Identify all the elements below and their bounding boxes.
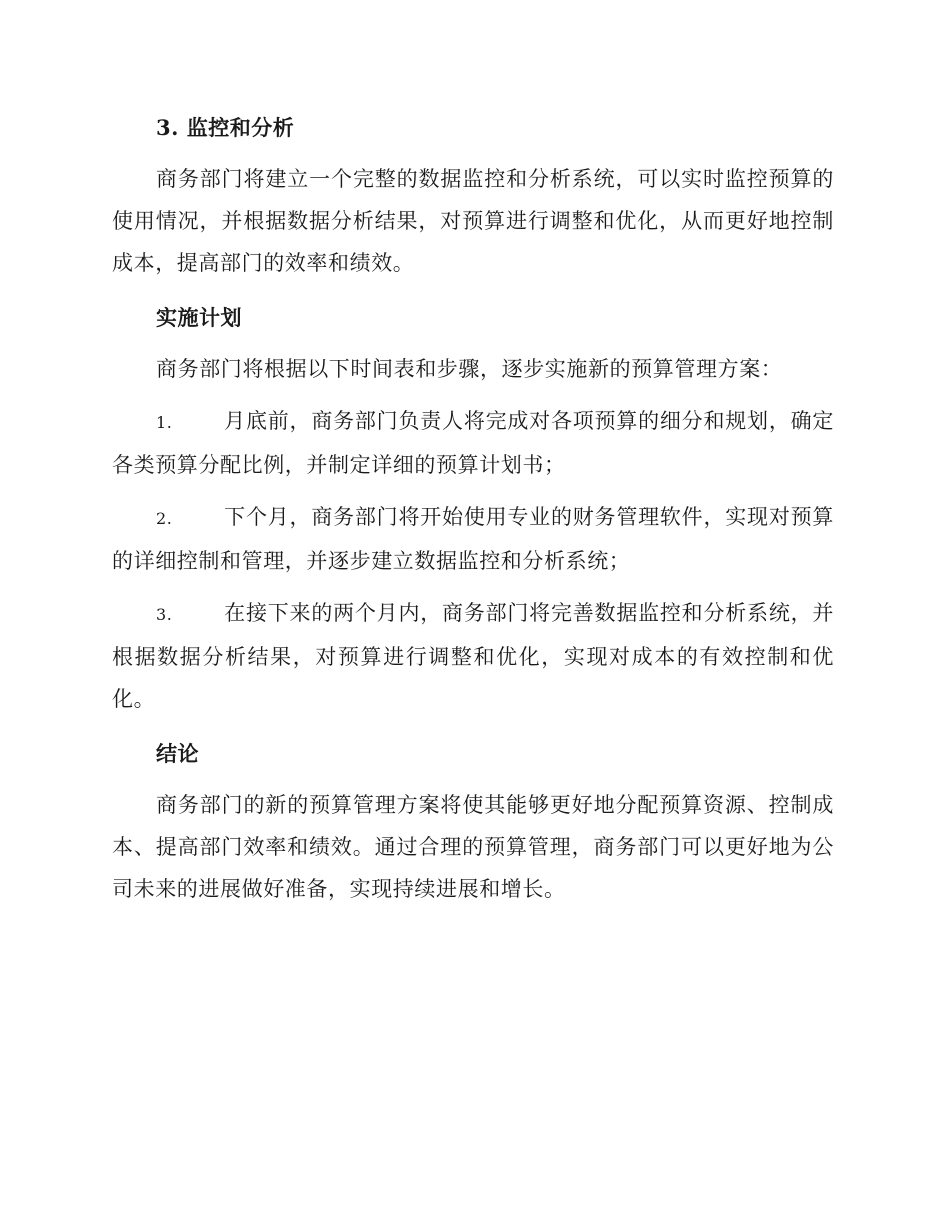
list-item-text: 下个月，商务部门将开始使用专业的财务管理软件，实现对预算的详细控制和管理，并逐步建立数据监控和分析系统； [112,505,834,573]
list-item-text: 在接下来的两个月内，商务部门将完善数据监控和分析系统，并根据数据分析结果，对预算进行调整和优化，实现对成本的有效控制和优化。 [112,601,834,711]
list-item [112,400,834,486]
section-heading-implementation: 实施计划 [156,305,242,330]
section-paragraph-implementation: 商务部门将根据以下时间表和步骤，逐步实施新的预算管理方案： [156,357,783,381]
list-item-number: 2. [156,509,173,528]
section-paragraph-monitoring: 商务部门将建立一个完整的数据监控和分析系统，可以实时监控预算的使用情况，并根据数据分析结果，对预算进行调整和优化，从而更好地控制成本，提高部门的效率和绩效。 [112,167,834,275]
section-heading-monitoring: 3. 监控和分析 [156,115,295,140]
list-item-number: 1. [156,413,173,432]
list-item-number: 3. [156,605,173,624]
list-item [112,592,834,720]
list-item [112,496,834,582]
list-item-text: 月底前，商务部门负责人将完成对各项预算的细分和规划，确定各类预算分配比例，并制定详细的预算计划书； [112,409,834,477]
section-paragraph-conclusion: 商务部门的新的预算管理方案将使其能够更好地分配预算资源、控制成本、提高部门效率和绩效。通过合理的预算管理，商务部门可以更好地为公司未来的进展做好准备，实现持续进展和增长。 [112,793,834,901]
document-body [112,112,834,910]
section-heading-conclusion: 结论 [156,741,199,766]
